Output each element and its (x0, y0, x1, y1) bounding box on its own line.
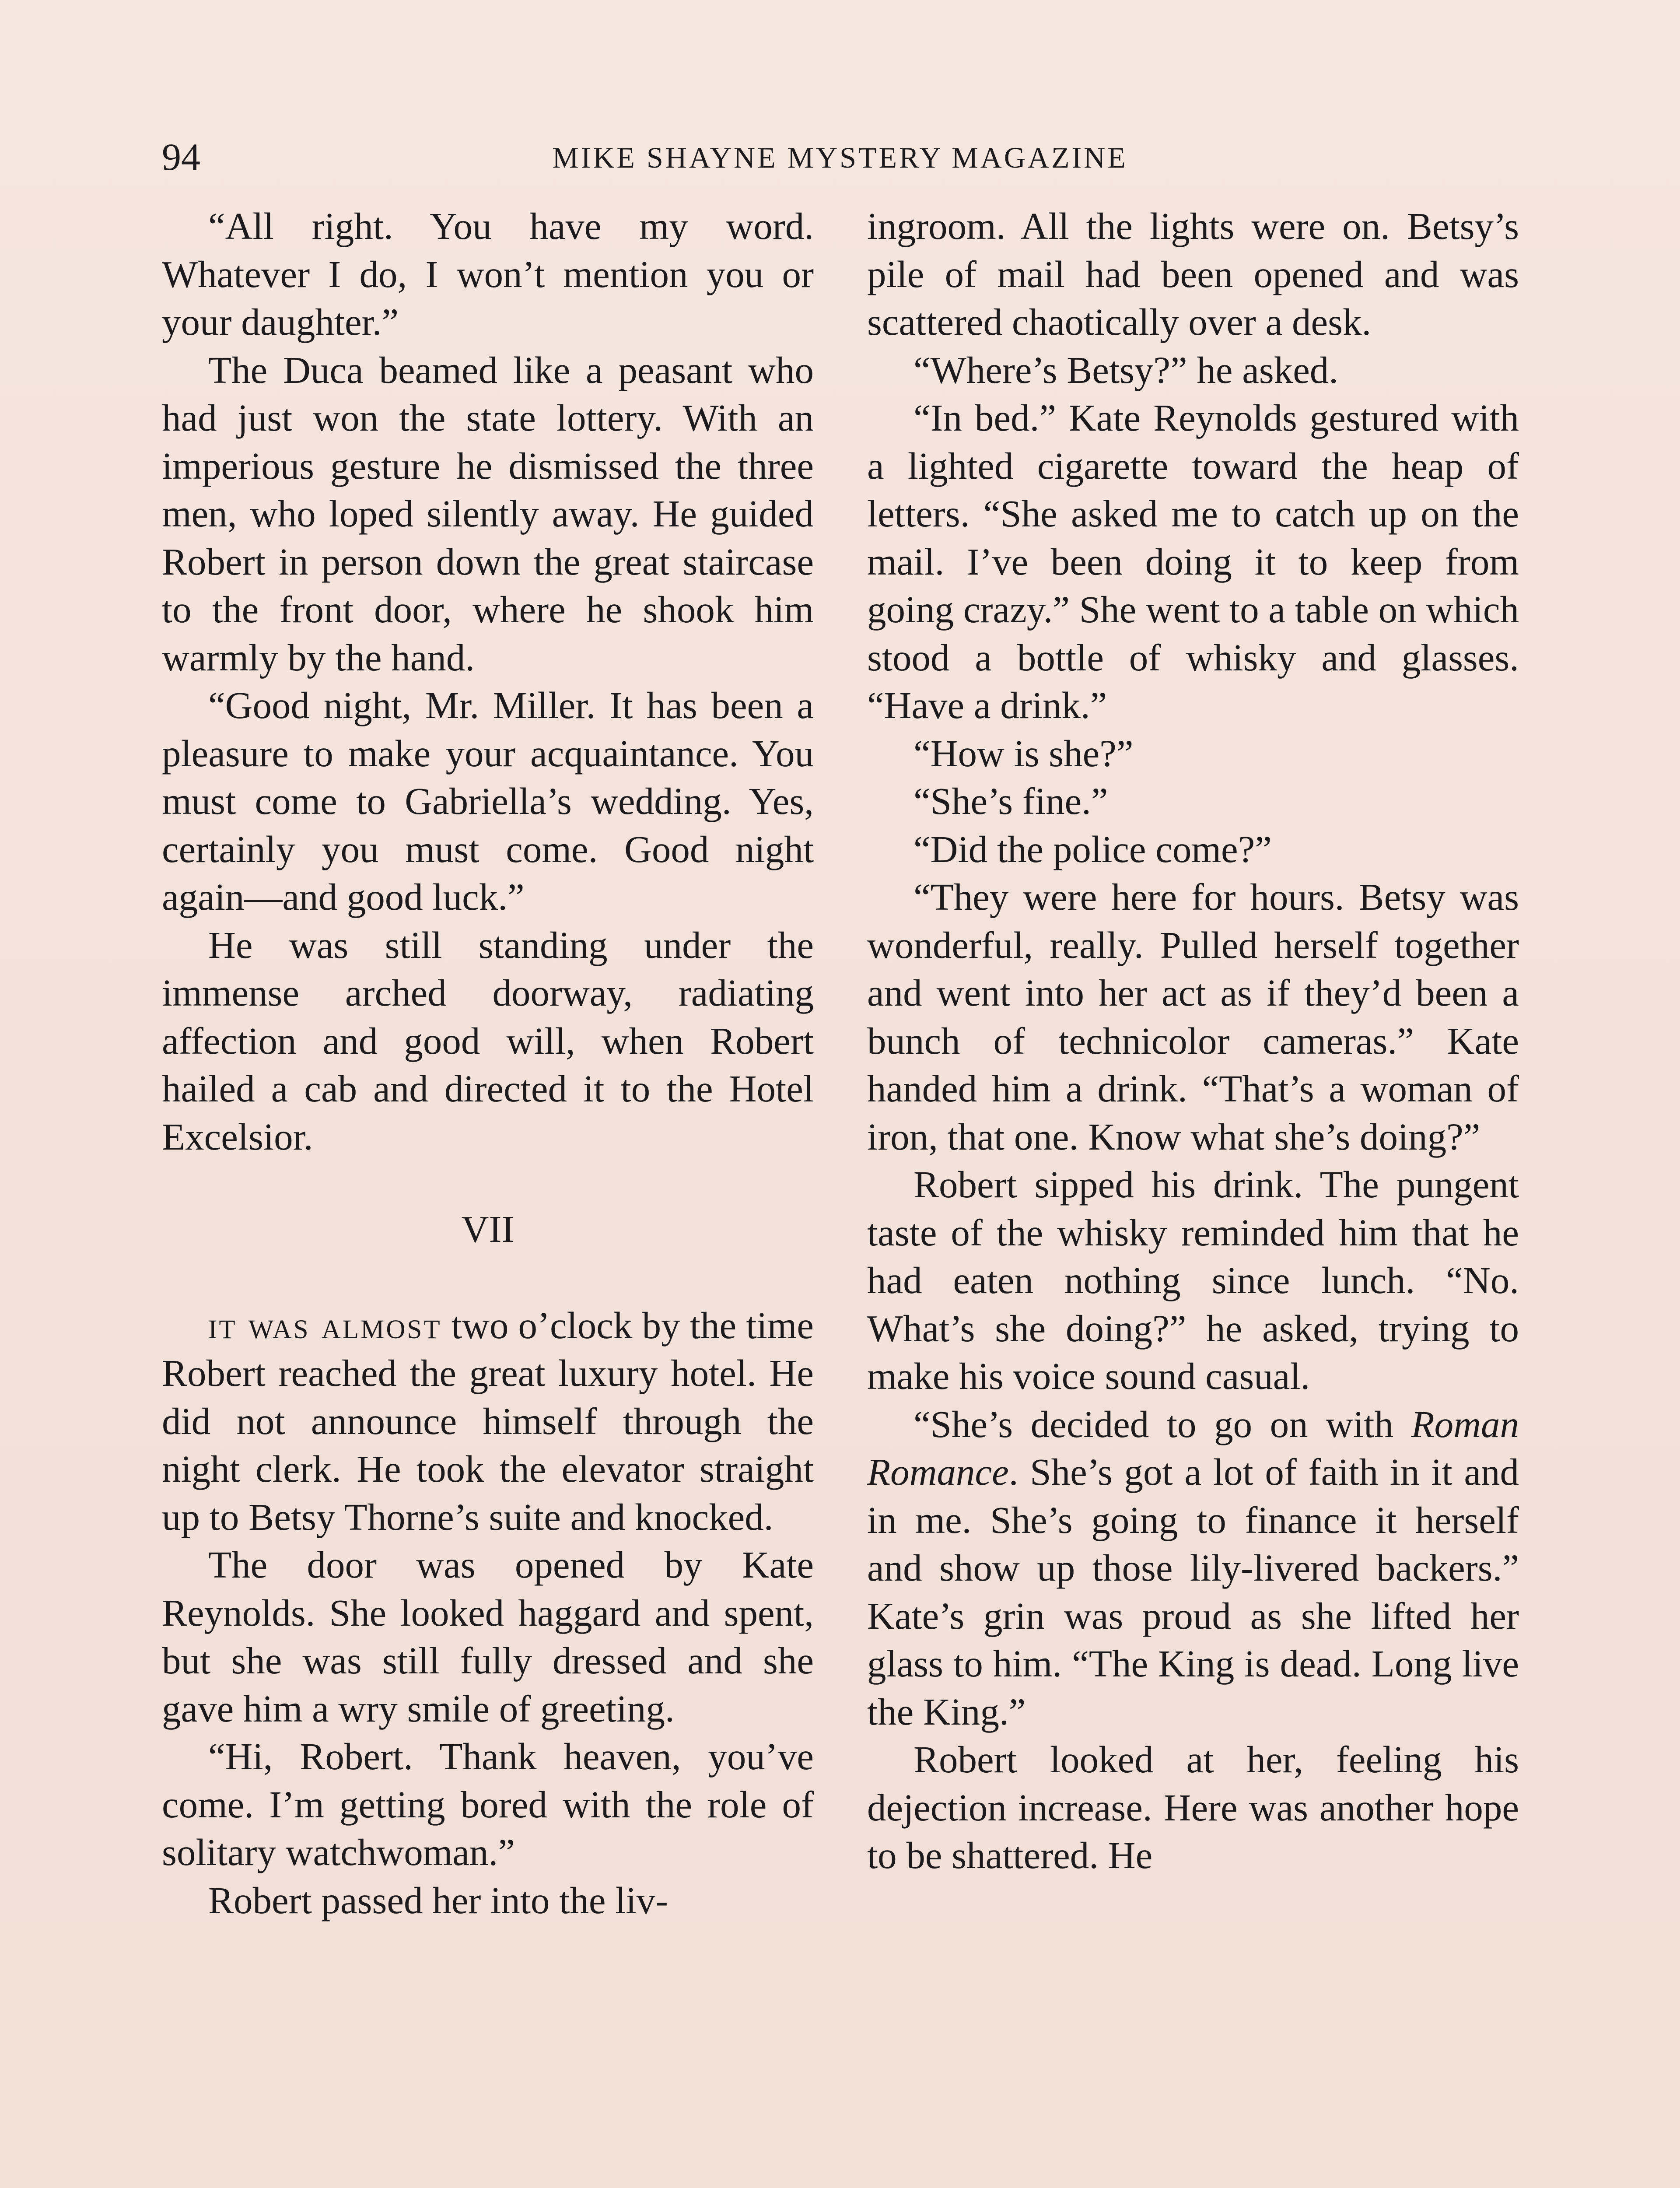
chapter-heading: VII (461, 1208, 514, 1250)
page-number: 94 (162, 136, 200, 179)
continued-paragraph: ingroom. All the lights were on. Betsy’s pile of mail had been opened and was scattered chaotically over a desk. (867, 205, 1519, 343)
paragraph: Robert looked at her, feeling his dejection increase. Here was another hope to be shattered. He (867, 1738, 1519, 1876)
text-segment: “She’s decided to go on with (914, 1403, 1411, 1445)
paragraph: He was still standing under the immense arched doorway, radiating affection and good will, when Robert hailed a cab and directed it to the Hotel Excelsior. (162, 923, 814, 1158)
paragraph: The door was opened by Kate Reynolds. She looked haggard and spent, but she was still fully dressed and she gave him a wry smile of greeting. (162, 1543, 814, 1730)
paragraph: “How is she?” (914, 732, 1134, 775)
page-header (162, 127, 1518, 188)
paragraph: “She’s fine.” (914, 780, 1108, 822)
paragraph: “In bed.” Kate Reynolds gestured with a lighted cigarette toward the heap of letters. “She asked me to catch up on the mail. I’ve been doing it to keep from going crazy.” She went to a table on which stood a bottle of whisky and glasses. “Have a drink.” (867, 396, 1519, 726)
paragraph: “They were here for hours. Betsy was wonderful, really. Pulled herself together and went into her act as if they’d been a bunch of technicolor cameras.” Kate handed him a drink. “That’s a woman of iron, that one. Know what she’s doing?” (867, 876, 1519, 1158)
paragraph: “Hi, Robert. Thank heaven, you’ve come. I’m getting bored with the role of solitary watchwoman.” (162, 1735, 814, 1873)
text-segment: . She’s got a lot of faith in it and in me. She’s going to finance it herself and show up those lily-livered backers.” Kate’s grin was proud as she lifted her glass to him. “The King is dead. Long live the King.” (867, 1451, 1519, 1733)
paragraph: Robert passed her into the liv- (208, 1879, 668, 1922)
left-column (162, 202, 814, 1924)
paragraph: “Good night, Mr. Miller. It has been a pleasure to make your acquaintance. You must come to Gabriella’s wedding. Yes, certainly you must come. Good night again—and good luck.” (162, 684, 814, 918)
paragraph: The Duca beamed like a peasant who had just won the state lottery. With an imperious gesture he dismissed the three men, who loped silently away. He guided Robert in person down the great staircase to the front door, where he shook him warmly by the hand. (162, 348, 814, 679)
paragraph: “All right. You have my word. Whatever I do, I won’t mention you or your daughter.” (162, 205, 814, 343)
chapter-opening-text: two o’clock by the time Robert reached the great luxury hotel. He did not announce himself through the night clerk. He took the elevator straight up to Betsy Thorne’s suite and knocked. (162, 1304, 814, 1538)
paragraph: Robert sipped his drink. The pungent taste of the whisky reminded him that he had eaten nothing since lunch. “No. What’s she doing?” he asked, trying to make his voice sound casual. (867, 1163, 1519, 1397)
film-title: Roman Romance (867, 1403, 1519, 1493)
running-head: MIKE SHAYNE MYSTERY MAGAZINE (552, 141, 1128, 174)
right-column (867, 202, 1519, 1879)
paragraph: “Did the police come?” (914, 828, 1272, 870)
chapter-opening-smallcaps: it was almost (208, 1304, 442, 1346)
chapter-opening-paragraph (162, 1301, 814, 1541)
paragraph-with-title (867, 1400, 1519, 1736)
paragraph: “Where’s Betsy?” he asked. (914, 348, 1339, 391)
